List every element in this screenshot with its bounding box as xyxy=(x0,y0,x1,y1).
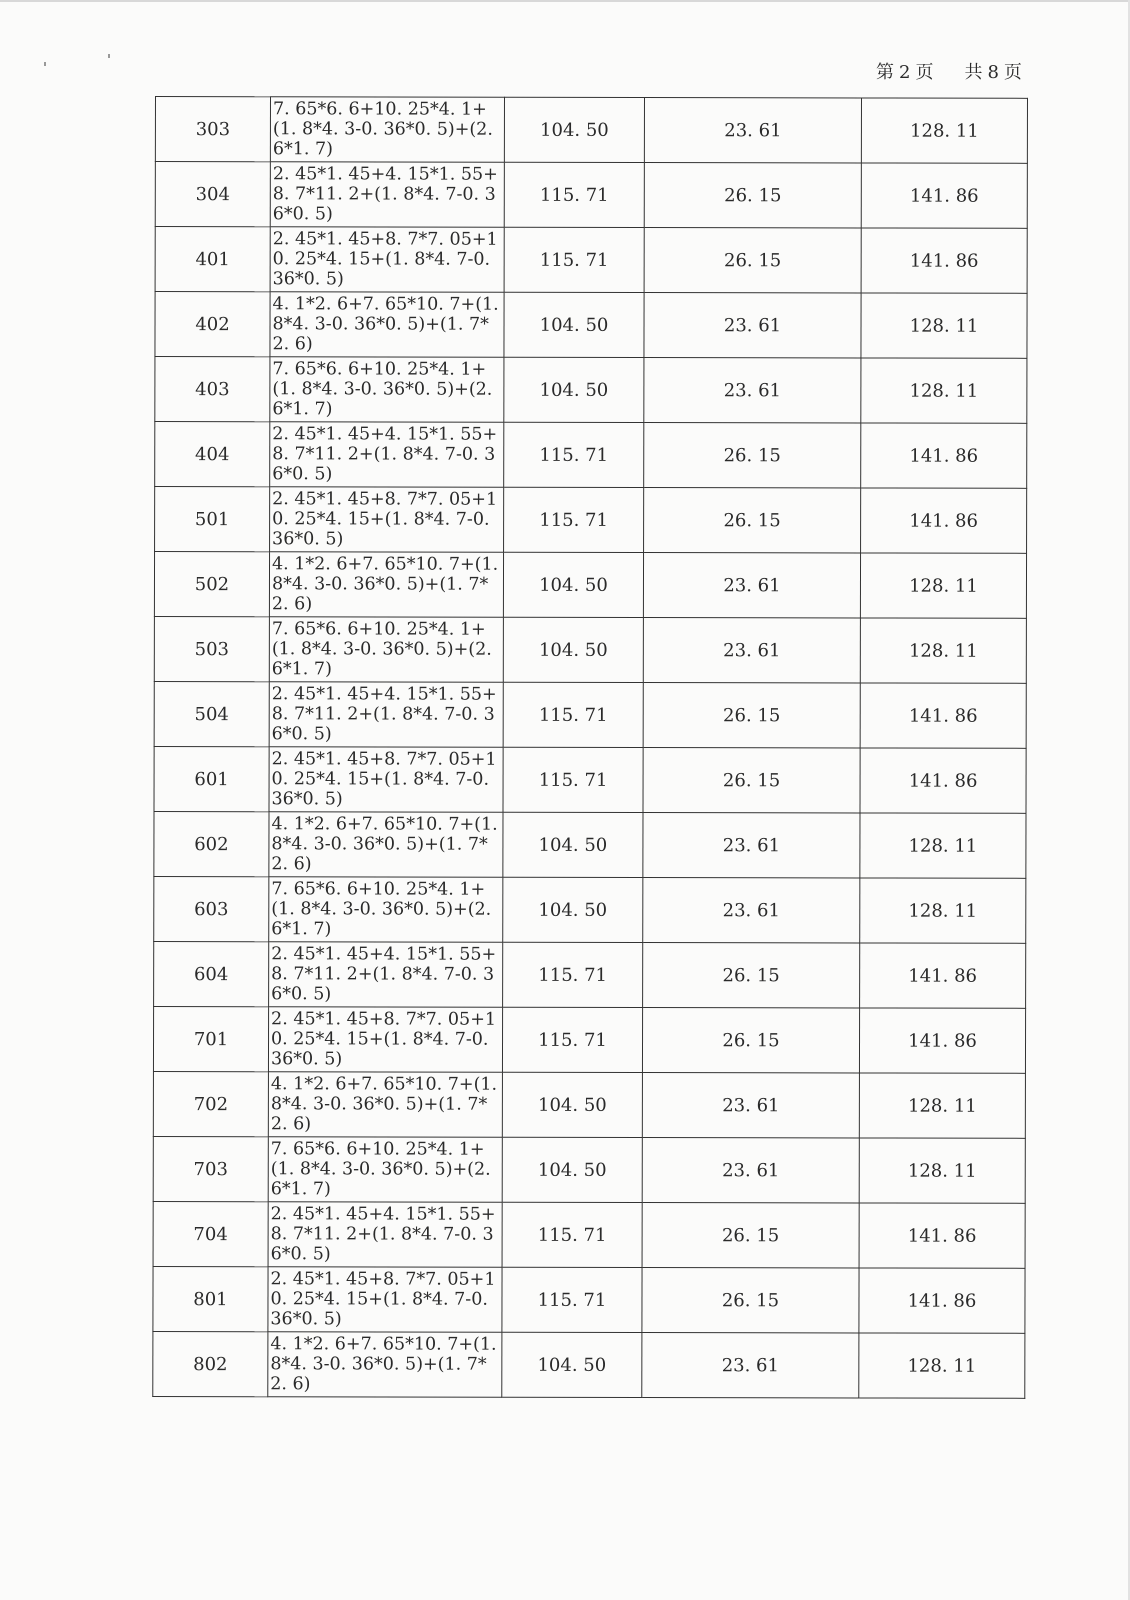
room-number-cell: 503 xyxy=(154,616,269,681)
table-row xyxy=(154,811,1026,878)
area-formula-cell: 7. 65*6. 6+10. 25*4. 1+(1. 8*4. 3-0. 36*0. 5)+(2. 6*1. 7) xyxy=(270,97,504,162)
table-row xyxy=(154,616,1026,683)
room-number-cell: 304 xyxy=(155,162,270,227)
shared-area-cell: 26. 15 xyxy=(644,228,861,293)
page-prefix: 第 xyxy=(876,62,895,83)
total-area-cell: 128. 11 xyxy=(860,618,1026,683)
total-area-cell: 128. 11 xyxy=(860,878,1026,943)
area-formula-cell: 2. 45*1. 45+8. 7*7. 05+10. 25*4. 15+(1. 8*4. 7-0. 36*0. 5) xyxy=(268,1007,502,1072)
table-row xyxy=(154,681,1026,748)
room-number-cell: 502 xyxy=(154,552,269,617)
area-value-cell: 115. 71 xyxy=(504,162,644,227)
area-value-cell: 104. 50 xyxy=(502,1072,642,1137)
area-formula-cell: 2. 45*1. 45+4. 15*1. 55+8. 7*11. 2+(1. 8*4. 7-0. 36*0. 5) xyxy=(269,682,503,747)
room-number-cell: 303 xyxy=(155,97,270,162)
area-formula-cell: 2. 45*1. 45+4. 15*1. 55+8. 7*11. 2+(1. 8*4. 7-0. 36*0. 5) xyxy=(269,942,503,1007)
table-row xyxy=(154,876,1026,943)
area-formula-cell: 2. 45*1. 45+8. 7*7. 05+10. 25*4. 15+(1. 8*4. 7-0. 36*0. 5) xyxy=(269,747,503,812)
shared-area-cell: 23. 61 xyxy=(642,1333,859,1398)
shared-area-cell: 26. 15 xyxy=(643,683,860,748)
page-unit: 页 xyxy=(915,62,935,83)
area-value-cell: 104. 50 xyxy=(504,357,644,422)
shared-area-cell: 26. 15 xyxy=(644,163,861,228)
area-formula-cell: 2. 45*1. 45+8. 7*7. 05+10. 25*4. 15+(1. 8*4. 7-0. 36*0. 5) xyxy=(270,487,504,552)
area-value-cell: 115. 71 xyxy=(504,227,644,292)
area-value-cell: 115. 71 xyxy=(504,422,644,487)
shared-area-cell: 23. 61 xyxy=(644,293,861,358)
room-number-cell: 403 xyxy=(155,357,270,422)
area-formula-cell: 7. 65*6. 6+10. 25*4. 1+(1. 8*4. 3-0. 36*0. 5)+(2. 6*1. 7) xyxy=(269,877,503,942)
room-number-cell: 601 xyxy=(154,746,269,811)
total-area-cell: 128. 11 xyxy=(859,1073,1025,1138)
table-row xyxy=(153,1331,1025,1398)
table-row xyxy=(153,1266,1025,1333)
area-value-cell: 115. 71 xyxy=(502,1202,642,1267)
area-formula-cell: 4. 1*2. 6+7. 65*10. 7+(1. 8*4. 3-0. 36*0. 5)+(1. 7*2. 6) xyxy=(268,1332,502,1397)
area-value-cell: 115. 71 xyxy=(503,747,643,812)
shared-area-cell: 26. 15 xyxy=(643,943,860,1008)
area-formula-cell: 2. 45*1. 45+8. 7*7. 05+10. 25*4. 15+(1. 8*4. 7-0. 36*0. 5) xyxy=(268,1267,502,1332)
area-formula-cell: 2. 45*1. 45+4. 15*1. 55+8. 7*11. 2+(1. 8*4. 7-0. 36*0. 5) xyxy=(268,1202,502,1267)
area-table xyxy=(152,96,1028,1399)
shared-area-cell: 23. 61 xyxy=(644,358,861,423)
shared-area-cell: 23. 61 xyxy=(643,878,860,943)
area-value-cell: 115. 71 xyxy=(502,1007,642,1072)
room-number-cell: 604 xyxy=(154,941,269,1006)
table-row xyxy=(155,227,1027,294)
total-area-cell: 141. 86 xyxy=(859,1008,1025,1073)
area-value-cell: 115. 71 xyxy=(503,682,643,747)
total-area-cell: 141. 86 xyxy=(861,488,1027,553)
total-area-cell: 128. 11 xyxy=(861,98,1027,163)
area-value-cell: 104. 50 xyxy=(503,877,643,942)
area-formula-cell: 7. 65*6. 6+10. 25*4. 1+(1. 8*4. 3-0. 36*0. 5)+(2. 6*1. 7) xyxy=(268,1137,502,1202)
room-number-cell: 402 xyxy=(155,292,270,357)
scan-edge-top xyxy=(0,0,1130,2)
total-area-cell: 141. 86 xyxy=(861,228,1027,293)
scan-speck xyxy=(108,54,110,58)
room-number-cell: 404 xyxy=(155,422,270,487)
table-row xyxy=(153,1006,1025,1073)
shared-area-cell: 23. 61 xyxy=(642,1073,859,1138)
table-row xyxy=(155,97,1027,164)
area-value-cell: 104. 50 xyxy=(502,1137,642,1202)
shared-area-cell: 26. 15 xyxy=(644,488,861,553)
table-row xyxy=(155,357,1027,424)
shared-area-cell: 23. 61 xyxy=(643,553,860,618)
room-number-cell: 703 xyxy=(153,1136,268,1201)
total-area-cell: 141. 86 xyxy=(861,163,1027,228)
total-area-cell: 128. 11 xyxy=(860,553,1026,618)
room-number-cell: 401 xyxy=(155,227,270,292)
area-formula-cell: 7. 65*6. 6+10. 25*4. 1+(1. 8*4. 3-0. 36*0. 5)+(2. 6*1. 7) xyxy=(270,357,504,422)
area-formula-cell: 4. 1*2. 6+7. 65*10. 7+(1. 8*4. 3-0. 36*0. 5)+(1. 7*2. 6) xyxy=(269,552,503,617)
total-area-cell: 141. 86 xyxy=(860,943,1026,1008)
table-row xyxy=(153,1136,1025,1203)
area-formula-cell: 2. 45*1. 45+4. 15*1. 55+8. 7*11. 2+(1. 8*4. 7-0. 36*0. 5) xyxy=(270,422,504,487)
table-row xyxy=(153,1071,1025,1138)
area-value-cell: 115. 71 xyxy=(502,1267,642,1332)
area-value-cell: 115. 71 xyxy=(503,942,643,1007)
area-formula-cell: 2. 45*1. 45+4. 15*1. 55+8. 7*11. 2+(1. 8*4. 7-0. 36*0. 5) xyxy=(270,162,504,227)
room-number-cell: 602 xyxy=(154,811,269,876)
total-area-cell: 128. 11 xyxy=(860,813,1026,878)
area-value-cell: 115. 71 xyxy=(504,487,644,552)
area-formula-cell: 4. 1*2. 6+7. 65*10. 7+(1. 8*4. 3-0. 36*0. 5)+(1. 7*2. 6) xyxy=(270,292,504,357)
area-formula-cell: 4. 1*2. 6+7. 65*10. 7+(1. 8*4. 3-0. 36*0. 5)+(1. 7*2. 6) xyxy=(268,1072,502,1137)
table-row xyxy=(155,487,1027,554)
area-table-body xyxy=(153,97,1028,1399)
area-value-cell: 104. 50 xyxy=(504,292,644,357)
total-area-cell: 141. 86 xyxy=(859,1203,1025,1268)
table-row xyxy=(154,552,1026,619)
total-prefix: 共 xyxy=(964,62,984,83)
area-value-cell: 104. 50 xyxy=(503,617,643,682)
total-area-cell: 141. 86 xyxy=(860,683,1026,748)
shared-area-cell: 26. 15 xyxy=(642,1268,859,1333)
shared-area-cell: 26. 15 xyxy=(642,1203,859,1268)
room-number-cell: 702 xyxy=(153,1071,268,1136)
total-area-cell: 128. 11 xyxy=(861,293,1027,358)
room-number-cell: 504 xyxy=(154,681,269,746)
area-formula-cell: 4. 1*2. 6+7. 65*10. 7+(1. 8*4. 3-0. 36*0. 5)+(1. 7*2. 6) xyxy=(269,812,503,877)
total-area-cell: 141. 86 xyxy=(860,748,1026,813)
area-value-cell: 104. 50 xyxy=(503,812,643,877)
room-number-cell: 701 xyxy=(153,1006,268,1071)
area-formula-cell: 2. 45*1. 45+8. 7*7. 05+10. 25*4. 15+(1. 8*4. 7-0. 36*0. 5) xyxy=(270,227,504,292)
page-number: 2 xyxy=(899,62,912,83)
room-number-cell: 801 xyxy=(153,1266,268,1331)
room-number-cell: 704 xyxy=(153,1201,268,1266)
area-value-cell: 104. 50 xyxy=(504,97,644,162)
shared-area-cell: 23. 61 xyxy=(644,98,861,163)
total-area-cell: 128. 11 xyxy=(859,1138,1025,1203)
shared-area-cell: 23. 61 xyxy=(643,618,860,683)
table-row xyxy=(155,422,1027,489)
table-row xyxy=(154,941,1026,1008)
total-area-cell: 141. 86 xyxy=(861,423,1027,488)
page-number-header xyxy=(876,58,1027,84)
shared-area-cell: 26. 15 xyxy=(644,423,861,488)
table-row xyxy=(154,746,1026,813)
total-area-cell: 128. 11 xyxy=(859,1333,1025,1398)
shared-area-cell: 26. 15 xyxy=(642,1008,859,1073)
area-value-cell: 104. 50 xyxy=(503,552,643,617)
shared-area-cell: 26. 15 xyxy=(643,748,860,813)
total-area-cell: 128. 11 xyxy=(861,358,1027,423)
room-number-cell: 603 xyxy=(154,876,269,941)
shared-area-cell: 23. 61 xyxy=(642,1138,859,1203)
area-formula-cell: 7. 65*6. 6+10. 25*4. 1+(1. 8*4. 3-0. 36*0. 5)+(2. 6*1. 7) xyxy=(269,617,503,682)
total-area-cell: 141. 86 xyxy=(859,1268,1025,1333)
total-pages: 8 xyxy=(987,62,1000,83)
total-unit: 页 xyxy=(1003,62,1023,83)
table-row xyxy=(155,292,1027,359)
room-number-cell: 501 xyxy=(155,487,270,552)
table-row xyxy=(153,1201,1025,1268)
room-number-cell: 802 xyxy=(153,1331,268,1396)
scan-speck xyxy=(44,62,46,66)
table-row xyxy=(155,162,1027,229)
shared-area-cell: 23. 61 xyxy=(643,813,860,878)
area-value-cell: 104. 50 xyxy=(502,1332,642,1397)
